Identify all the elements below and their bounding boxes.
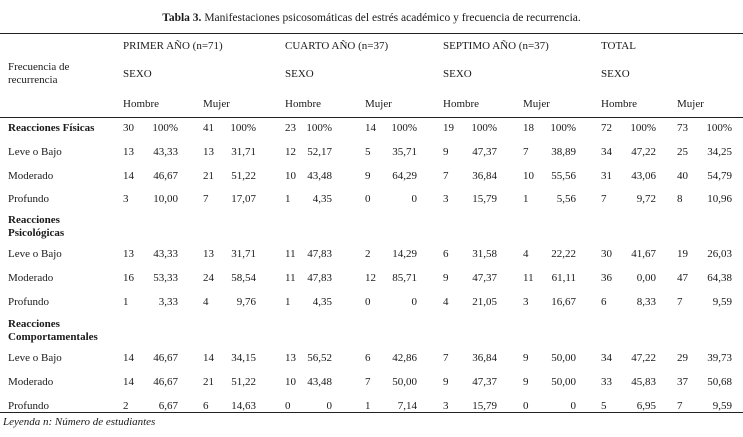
percent-cell: 9,76 xyxy=(236,296,256,308)
count-cell: 10 xyxy=(285,376,296,388)
count-cell: 6 xyxy=(365,352,371,364)
row-label: Profundo xyxy=(8,296,49,308)
percent-cell: 100% xyxy=(630,122,656,134)
count-cell: 9 xyxy=(443,146,449,158)
percent-cell: 47,22 xyxy=(631,146,656,158)
count-cell: 34 xyxy=(601,146,612,158)
percent-cell: 51,22 xyxy=(231,376,256,388)
mujer-header: Mujer xyxy=(365,98,392,110)
percent-cell: 22,22 xyxy=(551,248,576,260)
percent-cell: 9,59 xyxy=(712,296,732,308)
count-cell: 2 xyxy=(123,400,129,412)
count-cell: 21 xyxy=(203,376,214,388)
count-cell: 13 xyxy=(203,248,214,260)
row-label: Leve o Bajo xyxy=(8,352,62,364)
percent-cell: 46,67 xyxy=(153,170,178,182)
percent-cell: 36,84 xyxy=(472,352,497,364)
group-header: CUARTO AÑO (n=37) xyxy=(285,40,389,52)
percent-cell: 47,37 xyxy=(472,272,497,284)
percent-cell: 56,52 xyxy=(307,352,332,364)
count-cell: 7 xyxy=(677,400,683,412)
percent-cell: 54,79 xyxy=(707,170,732,182)
percent-cell: 16,67 xyxy=(551,296,576,308)
count-cell: 34 xyxy=(601,352,612,364)
percent-cell: 47,37 xyxy=(472,146,497,158)
count-cell: 47 xyxy=(677,272,688,284)
row-label: Leve o Bajo xyxy=(8,146,62,158)
percent-cell: 43,06 xyxy=(631,170,656,182)
percent-cell: 38,89 xyxy=(551,146,576,158)
count-cell: 0 xyxy=(285,400,291,412)
percent-cell: 85,71 xyxy=(392,272,417,284)
percent-cell: 0 xyxy=(411,296,417,308)
count-cell: 14 xyxy=(123,376,134,388)
count-cell: 72 xyxy=(601,122,612,134)
count-cell: 0 xyxy=(523,400,529,412)
percent-cell: 8,33 xyxy=(636,296,656,308)
count-cell: 7 xyxy=(677,296,683,308)
percent-cell: 9,59 xyxy=(712,400,732,412)
section-label: Comportamentales xyxy=(8,331,98,343)
count-cell: 11 xyxy=(523,272,534,284)
percent-cell: 51,22 xyxy=(231,170,256,182)
count-cell: 6 xyxy=(601,296,607,308)
count-cell: 5 xyxy=(601,400,607,412)
mujer-header: Mujer xyxy=(203,98,230,110)
percent-cell: 3,33 xyxy=(158,296,178,308)
count-cell: 29 xyxy=(677,352,688,364)
row-label: Moderado xyxy=(8,272,54,284)
percent-cell: 43,48 xyxy=(307,170,332,182)
table-legend: Leyenda n: Número de estudiantes xyxy=(3,416,156,428)
row-label: Moderado xyxy=(8,170,54,182)
count-cell: 3 xyxy=(123,193,129,205)
count-cell: 16 xyxy=(123,272,134,284)
percent-cell: 9,72 xyxy=(636,193,656,205)
count-cell: 40 xyxy=(677,170,688,182)
count-cell: 0 xyxy=(365,296,371,308)
section-label: Reacciones xyxy=(8,214,60,226)
top-rule xyxy=(0,33,743,34)
percent-cell: 26,03 xyxy=(707,248,732,260)
count-cell: 25 xyxy=(677,146,688,158)
percent-cell: 58,54 xyxy=(231,272,256,284)
percent-cell: 43,48 xyxy=(307,376,332,388)
mujer-header: Mujer xyxy=(523,98,550,110)
percent-cell: 43,33 xyxy=(153,248,178,260)
percent-cell: 31,58 xyxy=(472,248,497,260)
percent-cell: 100% xyxy=(230,122,256,134)
percent-cell: 21,05 xyxy=(472,296,497,308)
count-cell: 10 xyxy=(523,170,534,182)
count-cell: 13 xyxy=(285,352,296,364)
count-cell: 7 xyxy=(523,146,529,158)
percent-cell: 50,68 xyxy=(707,376,732,388)
group-header: PRIMER AÑO (n=71) xyxy=(123,40,223,52)
percent-cell: 6,67 xyxy=(158,400,178,412)
percent-cell: 55,56 xyxy=(551,170,576,182)
percent-cell: 45,83 xyxy=(631,376,656,388)
percent-cell: 64,29 xyxy=(392,170,417,182)
count-cell: 9 xyxy=(523,352,529,364)
table-title: Manifestaciones psicosomáticas del estrés académico y frecuencia de recurrencia. xyxy=(201,12,581,24)
percent-cell: 100% xyxy=(471,122,497,134)
count-cell: 7 xyxy=(601,193,607,205)
count-cell: 1 xyxy=(285,296,291,308)
percent-cell: 100% xyxy=(550,122,576,134)
row-label-header: recurrencia xyxy=(8,74,58,86)
count-cell: 14 xyxy=(365,122,376,134)
count-cell: 31 xyxy=(601,170,612,182)
count-cell: 9 xyxy=(523,376,529,388)
count-cell: 10 xyxy=(285,170,296,182)
section-label: Psicológicas xyxy=(8,227,65,239)
count-cell: 9 xyxy=(443,272,449,284)
count-cell: 36 xyxy=(601,272,612,284)
count-cell: 7 xyxy=(443,170,449,182)
percent-cell: 0 xyxy=(570,400,576,412)
mujer-header: Mujer xyxy=(677,98,704,110)
group-header: TOTAL xyxy=(601,40,636,52)
row-label-header: Frecuencia de xyxy=(8,61,70,73)
count-cell: 7 xyxy=(443,352,449,364)
count-cell: 4 xyxy=(203,296,209,308)
row-label: Profundo xyxy=(8,400,49,412)
sexo-header: SEXO xyxy=(285,68,314,80)
percent-cell: 42,86 xyxy=(392,352,417,364)
count-cell: 1 xyxy=(123,296,129,308)
count-cell: 1 xyxy=(523,193,529,205)
count-cell: 3 xyxy=(443,193,449,205)
count-cell: 12 xyxy=(285,146,296,158)
count-cell: 41 xyxy=(203,122,214,134)
percent-cell: 5,56 xyxy=(556,193,576,205)
hombre-header: Hombre xyxy=(601,98,638,110)
count-cell: 30 xyxy=(601,248,612,260)
percent-cell: 15,79 xyxy=(472,193,497,205)
percent-cell: 50,00 xyxy=(392,376,417,388)
percent-cell: 61,11 xyxy=(551,272,576,284)
group-header: SEPTIMO AÑO (n=37) xyxy=(443,40,549,52)
percent-cell: 100% xyxy=(706,122,732,134)
percent-cell: 46,67 xyxy=(153,376,178,388)
sexo-header: SEXO xyxy=(601,68,630,80)
percent-cell: 10,00 xyxy=(153,193,178,205)
count-cell: 23 xyxy=(285,122,296,134)
count-cell: 14 xyxy=(203,352,214,364)
percent-cell: 39,73 xyxy=(707,352,732,364)
percent-cell: 100% xyxy=(391,122,417,134)
count-cell: 4 xyxy=(443,296,449,308)
count-cell: 30 xyxy=(123,122,134,134)
count-cell: 5 xyxy=(365,146,371,158)
percent-cell: 0 xyxy=(411,193,417,205)
percent-cell: 43,33 xyxy=(153,146,178,158)
percent-cell: 14,29 xyxy=(392,248,417,260)
percent-cell: 53,33 xyxy=(153,272,178,284)
count-cell: 12 xyxy=(365,272,376,284)
count-cell: 11 xyxy=(285,248,296,260)
count-cell: 19 xyxy=(443,122,454,134)
count-cell: 73 xyxy=(677,122,688,134)
percent-cell: 31,71 xyxy=(231,146,256,158)
percent-cell: 100% xyxy=(152,122,178,134)
percent-cell: 47,22 xyxy=(631,352,656,364)
count-cell: 37 xyxy=(677,376,688,388)
count-cell: 9 xyxy=(365,170,371,182)
count-cell: 18 xyxy=(523,122,534,134)
hombre-header: Hombre xyxy=(123,98,160,110)
row-label: Leve o Bajo xyxy=(8,248,62,260)
count-cell: 14 xyxy=(123,352,134,364)
count-cell: 11 xyxy=(285,272,296,284)
percent-cell: 47,83 xyxy=(307,272,332,284)
count-cell: 6 xyxy=(203,400,209,412)
percent-cell: 47,37 xyxy=(472,376,497,388)
count-cell: 3 xyxy=(523,296,529,308)
count-cell: 33 xyxy=(601,376,612,388)
count-cell: 19 xyxy=(677,248,688,260)
count-cell: 3 xyxy=(443,400,449,412)
count-cell: 4 xyxy=(523,248,529,260)
row-label: Moderado xyxy=(8,376,54,388)
count-cell: 13 xyxy=(203,146,214,158)
percent-cell: 50,00 xyxy=(551,376,576,388)
percent-cell: 52,17 xyxy=(307,146,332,158)
percent-cell: 14,63 xyxy=(231,400,256,412)
percent-cell: 34,25 xyxy=(707,146,732,158)
count-cell: 0 xyxy=(365,193,371,205)
count-cell: 2 xyxy=(365,248,371,260)
percent-cell: 15,79 xyxy=(472,400,497,412)
percent-cell: 50,00 xyxy=(551,352,576,364)
percent-cell: 46,67 xyxy=(153,352,178,364)
sexo-header: SEXO xyxy=(443,68,472,80)
count-cell: 1 xyxy=(285,193,291,205)
section-label: Reacciones xyxy=(8,318,60,330)
count-cell: 13 xyxy=(123,248,134,260)
percent-cell: 41,67 xyxy=(631,248,656,260)
count-cell: 7 xyxy=(203,193,209,205)
count-cell: 21 xyxy=(203,170,214,182)
percent-cell: 34,15 xyxy=(231,352,256,364)
percent-cell: 35,71 xyxy=(392,146,417,158)
count-cell: 6 xyxy=(443,248,449,260)
count-cell: 13 xyxy=(123,146,134,158)
percent-cell: 47,83 xyxy=(307,248,332,260)
percent-cell: 7,14 xyxy=(397,400,417,412)
percent-cell: 4,35 xyxy=(312,193,332,205)
header-rule xyxy=(0,117,743,118)
percent-cell: 0,00 xyxy=(636,272,656,284)
percent-cell: 6,95 xyxy=(636,400,656,412)
percent-cell: 0 xyxy=(326,400,332,412)
percent-cell: 64,38 xyxy=(707,272,732,284)
count-cell: 14 xyxy=(123,170,134,182)
percent-cell: 4,35 xyxy=(312,296,332,308)
table-caption xyxy=(0,12,743,24)
section-label: Reacciones Físicas xyxy=(8,122,95,134)
percent-cell: 36,84 xyxy=(472,170,497,182)
count-cell: 7 xyxy=(365,376,371,388)
percent-cell: 17,07 xyxy=(231,193,256,205)
row-label: Profundo xyxy=(8,193,49,205)
percent-cell: 100% xyxy=(306,122,332,134)
table-number: Tabla 3. xyxy=(162,12,202,24)
count-cell: 1 xyxy=(365,400,371,412)
count-cell: 8 xyxy=(677,193,683,205)
hombre-header: Hombre xyxy=(285,98,322,110)
count-cell: 24 xyxy=(203,272,214,284)
percent-cell: 10,96 xyxy=(707,193,732,205)
count-cell: 9 xyxy=(443,376,449,388)
sexo-header: SEXO xyxy=(123,68,152,80)
hombre-header: Hombre xyxy=(443,98,480,110)
percent-cell: 31,71 xyxy=(231,248,256,260)
